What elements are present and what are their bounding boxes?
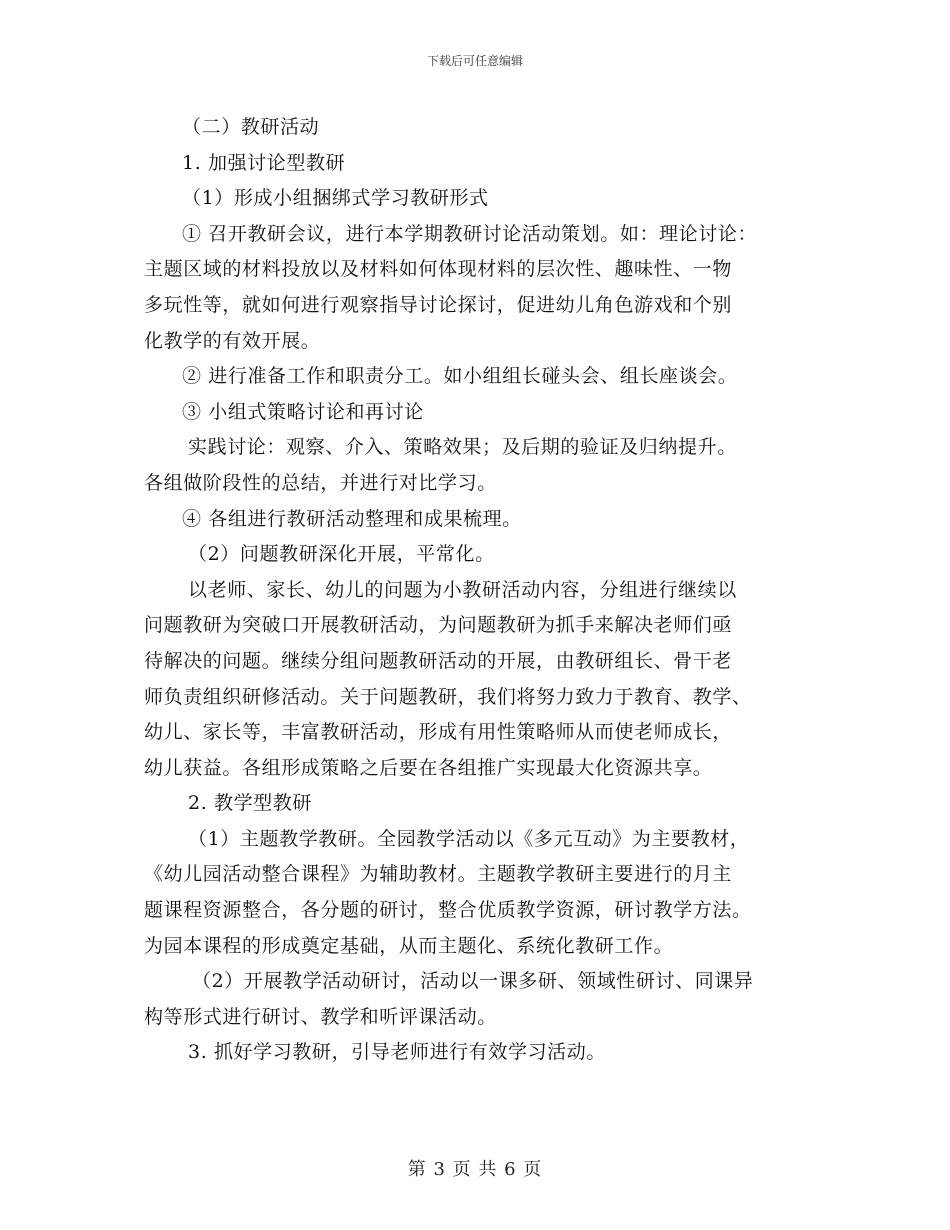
paragraph-line: 主题区域的材料投放以及材料如何体现材料的层次性、趣味性、一物	[144, 258, 733, 281]
paragraph-line: 以老师、家长、幼儿的问题为小教研活动内容，分组进行继续以	[188, 578, 737, 601]
paragraph-line: （2）开展教学活动研讨，活动以一课多研、领域性研讨、同课异	[192, 970, 754, 993]
paragraph-line: ③ 小组式策略讨论和再讨论	[182, 400, 424, 423]
subheading: 3. 抓好学习教研，引导老师进行有效学习活动。	[188, 1041, 606, 1064]
paragraph-line: 题课程资源整合，各分题的研讨，整合优质教学资源，研讨教学方法。	[144, 899, 752, 922]
paragraph-line: 幼儿获益。各组形成策略之后要在各组推广实现最大化资源共享。	[144, 756, 713, 779]
paragraph-line: ① 召开教研会议，进行本学期教研讨论活动策划。如：理论讨论：	[182, 222, 758, 245]
paragraph-line: 问题教研为突破口开展教研活动，为问题教研为抓手来解决老师们亟	[144, 614, 733, 637]
paragraph-line: 《幼儿园活动整合课程》为辅助教材。主题教学教研主要进行的月主	[144, 863, 733, 886]
subheading: （1）形成小组捆绑式学习教研形式	[182, 187, 489, 210]
paragraph-line: 待解决的问题。继续分组问题教研活动的开展，由教研组长、骨干老	[144, 649, 733, 672]
paragraph-line: ② 进行准备工作和职责分工。如小组组长碰头会、组长座谈会。	[182, 365, 738, 388]
paragraph-line: 幼儿、家长等，丰富教研活动，形成有用性策略师从而使老师成长，	[144, 721, 733, 744]
paragraph-line: 构等形式进行研讨、教学和听评课活动。	[144, 1005, 497, 1028]
paragraph-line: ④ 各组进行教研活动整理和成果梳理。	[182, 507, 522, 530]
paragraph-line: 为园本课程的形成奠定基础，从而主题化、系统化教研工作。	[144, 934, 674, 957]
paragraph-line: 实践讨论：观察、介入、策略效果；及后期的验证及归纳提升。	[188, 436, 737, 459]
subheading: 2. 教学型教研	[188, 792, 312, 815]
section-heading: （二）教研活动	[182, 116, 320, 138]
paragraph-line: 各组做阶段性的总结，并进行对比学习。	[144, 471, 497, 494]
paragraph-line: （1）主题教学教研。全园教学活动以《多元互动》为主要教材，	[188, 827, 750, 850]
subheading: （2）问题教研深化开展，平常化。	[188, 543, 495, 566]
paragraph-line: 师负责组织研修活动。关于问题教研，我们将努力致力于教育、教学、	[144, 685, 752, 708]
paragraph-line: 多玩性等，就如何进行观察指导讨论探讨，促进幼儿角色游戏和个别	[144, 293, 733, 316]
subheading: 1. 加强讨论型教研	[182, 151, 346, 174]
page-header: 下载后可任意编辑	[426, 54, 523, 68]
page-number: 第 3 页 共 6 页	[407, 1159, 543, 1180]
paragraph-line: 化教学的有效开展。	[144, 329, 321, 352]
document-body	[144, 110, 820, 1071]
